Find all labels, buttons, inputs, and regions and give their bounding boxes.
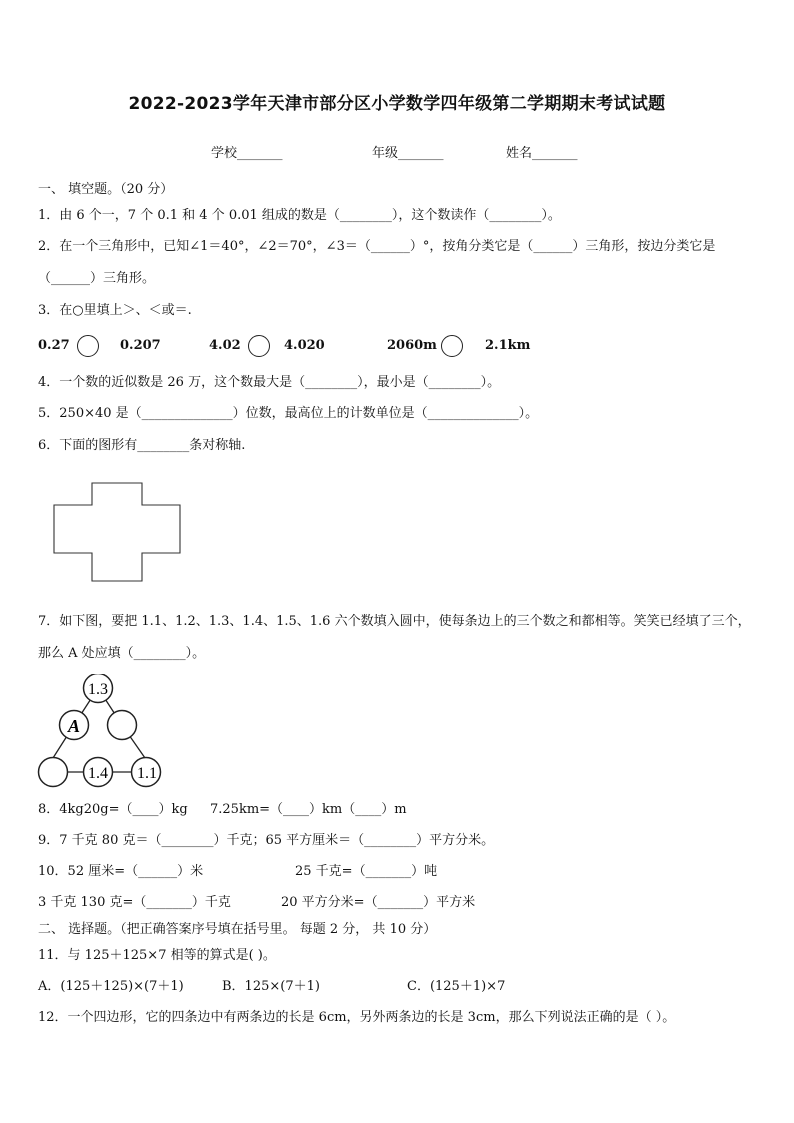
circle-bottom-mid-label: 1.4 — [88, 765, 108, 782]
school-field[interactable]: 学校_______ — [211, 146, 283, 161]
question-2-line-2: （______）三角形。 — [38, 271, 156, 286]
question-10-a: 10．52 厘米=（______）米 — [38, 864, 204, 879]
question-11-option-a[interactable]: A．(125＋125)×(7＋1) — [38, 979, 184, 994]
circle-bottom-right-label: 1.1 — [137, 765, 157, 782]
compare-b-right: 4.020 — [284, 338, 325, 353]
compare-c-left: 2060m — [387, 338, 437, 353]
triangle-circles-figure — [36, 674, 166, 792]
question-3: 3．在○里填上＞、＜或＝. — [38, 303, 192, 318]
question-12: 12．一个四边形，它的四条边中有两条边的长是 6cm，另外两条边的长是 3cm，那么下列说法正确的是（ ）。 — [38, 1010, 676, 1025]
grade-field[interactable]: 年级_______ — [372, 146, 444, 161]
question-8-b: 7.25km=（____）km（____）m — [210, 802, 407, 817]
cross-figure — [50, 480, 185, 586]
question-9: 9．7 千克 80 克＝（________）千克；65 平方厘米＝（________）平方分米。 — [38, 833, 495, 848]
question-8-a: 8．4kg20g=（____）kg — [38, 802, 188, 817]
page-title: 2022-2023学年天津市部分区小学数学四年级第二学期期末考试试题 — [128, 94, 666, 114]
question-11-option-b[interactable]: B．125×(7＋1) — [222, 979, 320, 994]
question-1: 1．由 6 个一，7 个 0.1 和 4 个 0.01 组成的数是（________），这个数读作（________）。 — [38, 208, 561, 223]
circle-a-label: A — [67, 716, 81, 736]
compare-c-right: 2.1km — [485, 338, 531, 353]
question-11-option-c[interactable]: C．(125＋1)×7 — [407, 979, 506, 994]
question-10-d: 20 平方分米=（_______）平方米 — [281, 895, 476, 910]
question-11: 11．与 125＋125×7 相等的算式是( )。 — [38, 948, 276, 963]
section-heading-fill-in: 一、 填空题。（20 分） — [38, 182, 174, 197]
question-10-b: 25 千克=（_______）吨 — [295, 864, 438, 879]
question-5: 5．250×40 是（______________）位数，最高位上的计数单位是（______________）。 — [38, 406, 539, 421]
section-heading-choice: 二、 选择题。（把正确答案序号填在括号里。 每题 2 分， 共 10 分） — [38, 922, 437, 937]
compare-circle-a[interactable] — [77, 335, 99, 357]
circle-top-label: 1.3 — [88, 681, 108, 698]
compare-a-right: 0.207 — [120, 338, 161, 353]
compare-b-left: 4.02 — [209, 338, 241, 353]
question-6: 6．下面的图形有________条对称轴. — [38, 438, 246, 453]
name-field[interactable]: 姓名_______ — [506, 146, 578, 161]
question-7-line-1: 7．如下图，要把 1.1、1.2、1.3、1.4、1.5、1.6 六个数填入圆中，使每条边上的三个数之和都相等。笑笑已经填了三个， — [38, 614, 751, 629]
question-7-line-2: 那么 A 处应填（________）。 — [38, 646, 206, 661]
compare-circle-b[interactable] — [248, 335, 270, 357]
question-4: 4．一个数的近似数是 26 万，这个数最大是（________），最小是（________）。 — [38, 375, 501, 390]
question-2-line-1: 2．在一个三角形中，已知∠1＝40°，∠2＝70°，∠3＝（______）°，按角分类它是（______）三角形，按边分类它是 — [38, 239, 716, 254]
compare-a-left: 0.27 — [38, 338, 70, 353]
compare-circle-c[interactable] — [441, 335, 463, 357]
question-10-c: 3 千克 130 克=（_______）千克 — [38, 895, 231, 910]
